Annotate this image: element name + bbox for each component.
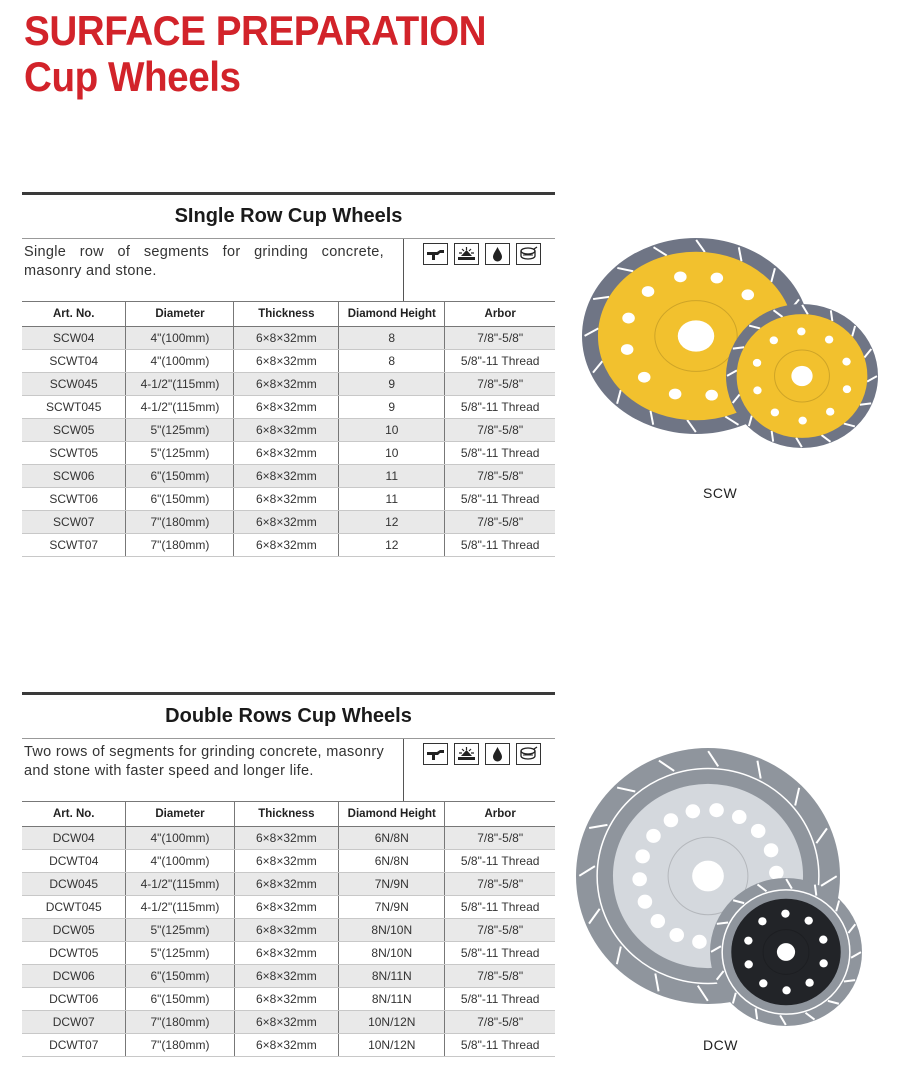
description-row: [22, 739, 555, 801]
table-cell: 12: [339, 534, 445, 557]
page-title-line2: Cup Wheels: [24, 53, 241, 100]
small-double-row-wheel: [710, 878, 862, 1026]
page-title-line1: SURFACE PREPARATION: [24, 7, 487, 54]
table-row: [22, 396, 555, 419]
table-cell: 8N/10N: [339, 942, 445, 965]
column-header: Diameter: [126, 802, 234, 827]
table-cell: 5/8"-11 Thread: [445, 442, 555, 465]
table-header-row: [22, 302, 555, 327]
cooling-hole: [669, 928, 684, 942]
section-title: Double Rows Cup Wheels: [165, 705, 412, 727]
cooling-hole: [686, 804, 701, 818]
column-header: Thickness: [234, 302, 339, 327]
cooling-hole: [669, 389, 682, 400]
table-cell: 12: [339, 511, 445, 534]
cooling-hole: [805, 917, 813, 925]
cooling-hole: [742, 289, 755, 300]
table-cell: SCWT07: [22, 534, 126, 557]
table-row: [22, 850, 555, 873]
table-cell: 9: [339, 396, 445, 419]
dcw-caption: DCW: [703, 1037, 738, 1053]
spec-table: [22, 801, 555, 1057]
table-cell: 11: [339, 465, 445, 488]
table-cell: SCWT06: [22, 488, 126, 511]
table-row: [22, 919, 555, 942]
table-cell: SCW04: [22, 327, 126, 350]
table-cell: 9: [339, 373, 445, 396]
table-cell: 6×8×32mm: [234, 511, 339, 534]
table-cell: 5"(125mm): [126, 942, 234, 965]
table-cell: DCW06: [22, 965, 126, 988]
table-cell: 5"(125mm): [126, 442, 234, 465]
cooling-hole: [759, 979, 767, 987]
water-drop-icon: [485, 743, 510, 765]
table-cell: 4"(100mm): [126, 850, 234, 873]
table-cell: 7/8"-5/8": [445, 827, 555, 850]
table-cell: 8N/11N: [339, 988, 445, 1011]
table-cell: 10: [339, 419, 445, 442]
table-cell: 8N/10N: [339, 919, 445, 942]
table-cell: 6"(150mm): [126, 488, 234, 511]
cooling-hole: [781, 910, 789, 918]
cooling-hole: [819, 959, 827, 967]
scw-caption: SCW: [703, 485, 738, 501]
dcw-product-image: [570, 742, 890, 1032]
table-cell: 7/8"-5/8": [445, 873, 555, 896]
table-row: [22, 373, 555, 396]
table-cell: DCWT06: [22, 988, 126, 1011]
table-cell: 7"(180mm): [126, 534, 234, 557]
table-cell: 5"(125mm): [126, 919, 234, 942]
table-cell: 4"(100mm): [126, 827, 234, 850]
table-cell: 6×8×32mm: [234, 873, 339, 896]
cooling-hole: [638, 895, 653, 909]
table-cell: 8: [339, 327, 445, 350]
single-row-section: [22, 192, 555, 557]
table-cell: 6×8×32mm: [234, 534, 339, 557]
vertical-divider: [403, 739, 404, 801]
table-cell: 7/8"-5/8": [445, 919, 555, 942]
cooling-hole: [805, 979, 813, 987]
table-cell: 6×8×32mm: [234, 419, 339, 442]
table-cell: SCW07: [22, 511, 126, 534]
cooling-hole: [744, 937, 752, 945]
column-header: Art. No.: [22, 802, 126, 827]
table-cell: 7"(180mm): [126, 511, 234, 534]
table-cell: SCW045: [22, 373, 126, 396]
column-header: Arbor: [445, 302, 555, 327]
table-cell: 10N/12N: [339, 1011, 445, 1034]
cup-wheel-icon: [516, 243, 541, 265]
section-title: SIngle Row Cup Wheels: [174, 205, 403, 227]
arbor-hole: [678, 320, 714, 351]
table-cell: 6"(150mm): [126, 965, 234, 988]
table-cell: DCW04: [22, 827, 126, 850]
segment-gap: [844, 980, 855, 981]
double-row-section: [22, 692, 555, 1057]
table-cell: 4"(100mm): [126, 350, 234, 373]
table-cell: 7"(180mm): [126, 1034, 234, 1057]
cooling-hole: [732, 810, 747, 824]
small-single-row-wheel: [726, 304, 878, 448]
cooling-hole: [711, 273, 724, 284]
cooling-hole: [819, 936, 827, 944]
table-cell: 6×8×32mm: [234, 965, 339, 988]
cooling-hole: [771, 408, 779, 416]
table-cell: 7/8"-5/8": [445, 373, 555, 396]
column-header: Diamond Height: [339, 302, 445, 327]
table-cell: 6×8×32mm: [234, 1034, 339, 1057]
table-cell: DCWT07: [22, 1034, 126, 1057]
table-cell: 5/8"-11 Thread: [445, 350, 555, 373]
table-cell: 7"(180mm): [126, 1011, 234, 1034]
table-cell: 6×8×32mm: [234, 942, 339, 965]
table-row: [22, 965, 555, 988]
table-cell: 7/8"-5/8": [445, 465, 555, 488]
table-cell: 6N/8N: [339, 827, 445, 850]
table-cell: 6×8×32mm: [234, 988, 339, 1011]
table-cell: 4-1/2"(115mm): [126, 396, 234, 419]
table-cell: SCW06: [22, 465, 126, 488]
cooling-hole: [709, 803, 724, 817]
table-row: [22, 442, 555, 465]
table-cell: 11: [339, 488, 445, 511]
cooling-hole: [621, 344, 634, 355]
table-cell: SCWT04: [22, 350, 126, 373]
table-cell: DCW05: [22, 919, 126, 942]
table-row: [22, 465, 555, 488]
cooling-hole: [753, 386, 761, 394]
cooling-hole: [753, 359, 761, 367]
table-cell: 6×8×32mm: [234, 373, 339, 396]
cooling-hole: [764, 843, 779, 857]
arbor-hole: [692, 861, 724, 892]
cooling-hole: [825, 336, 833, 344]
table-cell: 10: [339, 442, 445, 465]
cooling-hole: [782, 986, 790, 994]
hand-grinder-icon: [423, 243, 448, 265]
table-row: [22, 988, 555, 1011]
table-cell: 6×8×32mm: [234, 827, 339, 850]
column-header: Thickness: [234, 802, 339, 827]
table-cell: DCWT04: [22, 850, 126, 873]
application-icons: [423, 243, 541, 265]
table-cell: 5/8"-11 Thread: [445, 396, 555, 419]
table-cell: 5/8"-11 Thread: [445, 488, 555, 511]
table-cell: DCWT05: [22, 942, 126, 965]
segment-gap: [717, 922, 728, 923]
cooling-hole: [826, 408, 834, 416]
table-cell: 6×8×32mm: [234, 896, 339, 919]
table-cell: 8: [339, 350, 445, 373]
scw-product-image: [578, 236, 878, 476]
table-header-row: [22, 802, 555, 827]
cooling-hole: [642, 286, 655, 297]
page-title: [24, 8, 486, 100]
table-body: [22, 827, 555, 1057]
table-cell: 4"(100mm): [126, 327, 234, 350]
table-cell: 5/8"-11 Thread: [445, 988, 555, 1011]
table-cell: 6×8×32mm: [234, 465, 339, 488]
table-cell: 7/8"-5/8": [445, 965, 555, 988]
table-cell: 5"(125mm): [126, 419, 234, 442]
table-cell: 6×8×32mm: [234, 350, 339, 373]
table-cell: 7/8"-5/8": [445, 1011, 555, 1034]
table-row: [22, 534, 555, 557]
table-cell: 6×8×32mm: [234, 396, 339, 419]
description-row: [22, 239, 555, 301]
segment-gap: [860, 403, 871, 404]
table-cell: 5/8"-11 Thread: [445, 896, 555, 919]
cooling-hole: [635, 849, 650, 863]
table-row: [22, 488, 555, 511]
table-cell: 4-1/2"(115mm): [126, 373, 234, 396]
table-row: [22, 1034, 555, 1057]
cooling-hole: [646, 829, 661, 843]
table-row: [22, 1011, 555, 1034]
cooling-hole: [692, 935, 707, 949]
table-cell: DCW07: [22, 1011, 126, 1034]
cooling-hole: [758, 917, 766, 925]
arbor-hole: [777, 943, 795, 961]
column-header: Diameter: [126, 302, 234, 327]
table-cell: 7/8"-5/8": [445, 511, 555, 534]
section-description: Two rows of segments for grinding concrete, masonry and stone with faster speed and longer life.: [24, 744, 384, 779]
table-row: [22, 419, 555, 442]
cooling-hole: [632, 872, 647, 886]
saw-blade-icon: [454, 743, 479, 765]
column-header: Arbor: [445, 802, 555, 827]
table-cell: 6N/8N: [339, 850, 445, 873]
cooling-hole: [638, 372, 651, 383]
cup-wheel-icon: [516, 743, 541, 765]
cooling-hole: [843, 385, 851, 393]
table-body: [22, 327, 555, 557]
table-cell: SCWT045: [22, 396, 126, 419]
table-cell: 6×8×32mm: [234, 850, 339, 873]
table-cell: 8N/11N: [339, 965, 445, 988]
table-cell: 7/8"-5/8": [445, 419, 555, 442]
cooling-hole: [745, 960, 753, 968]
table-cell: 7/8"-5/8": [445, 327, 555, 350]
table-cell: 6×8×32mm: [234, 919, 339, 942]
table-cell: 5/8"-11 Thread: [445, 534, 555, 557]
water-drop-icon: [485, 243, 510, 265]
cooling-hole: [842, 358, 850, 366]
table-cell: 10N/12N: [339, 1034, 445, 1057]
cooling-hole: [751, 824, 766, 838]
arbor-hole: [791, 366, 812, 386]
table-cell: SCWT05: [22, 442, 126, 465]
table-cell: 6"(150mm): [126, 465, 234, 488]
section-rule: [22, 692, 555, 695]
table-cell: 7N/9N: [339, 873, 445, 896]
column-header: Art. No.: [22, 302, 126, 327]
table-cell: 6×8×32mm: [234, 1011, 339, 1034]
cooling-hole: [770, 336, 778, 344]
vertical-divider: [403, 239, 404, 301]
cooling-hole: [769, 866, 784, 880]
table-row: [22, 327, 555, 350]
cooling-hole: [705, 390, 718, 401]
table-cell: 7N/9N: [339, 896, 445, 919]
table-cell: 5/8"-11 Thread: [445, 850, 555, 873]
table-row: [22, 511, 555, 534]
cooling-hole: [797, 327, 805, 335]
cooling-hole: [798, 417, 806, 425]
table-row: [22, 827, 555, 850]
table-cell: 6"(150mm): [126, 988, 234, 1011]
section-description: Single row of segments for grinding concrete, masonry and stone.: [24, 244, 384, 279]
table-cell: 4-1/2"(115mm): [126, 896, 234, 919]
table-cell: 6×8×32mm: [234, 488, 339, 511]
table-row: [22, 942, 555, 965]
saw-blade-icon: [454, 243, 479, 265]
hand-grinder-icon: [423, 743, 448, 765]
table-cell: 4-1/2"(115mm): [126, 873, 234, 896]
table-cell: DCW045: [22, 873, 126, 896]
table-cell: 5/8"-11 Thread: [445, 942, 555, 965]
table-row: [22, 350, 555, 373]
table-cell: DCWT045: [22, 896, 126, 919]
table-row: [22, 873, 555, 896]
column-header: Diamond Height: [339, 802, 445, 827]
table-row: [22, 896, 555, 919]
cooling-hole: [622, 313, 635, 324]
cooling-hole: [664, 813, 679, 827]
section-rule: [22, 192, 555, 195]
segment-gap: [733, 347, 744, 348]
table-cell: 6×8×32mm: [234, 327, 339, 350]
application-icons: [423, 743, 541, 765]
table-cell: 5/8"-11 Thread: [445, 1034, 555, 1057]
table-cell: 6×8×32mm: [234, 442, 339, 465]
cooling-hole: [651, 914, 666, 928]
table-cell: SCW05: [22, 419, 126, 442]
spec-table: [22, 301, 555, 557]
cooling-hole: [674, 271, 687, 282]
